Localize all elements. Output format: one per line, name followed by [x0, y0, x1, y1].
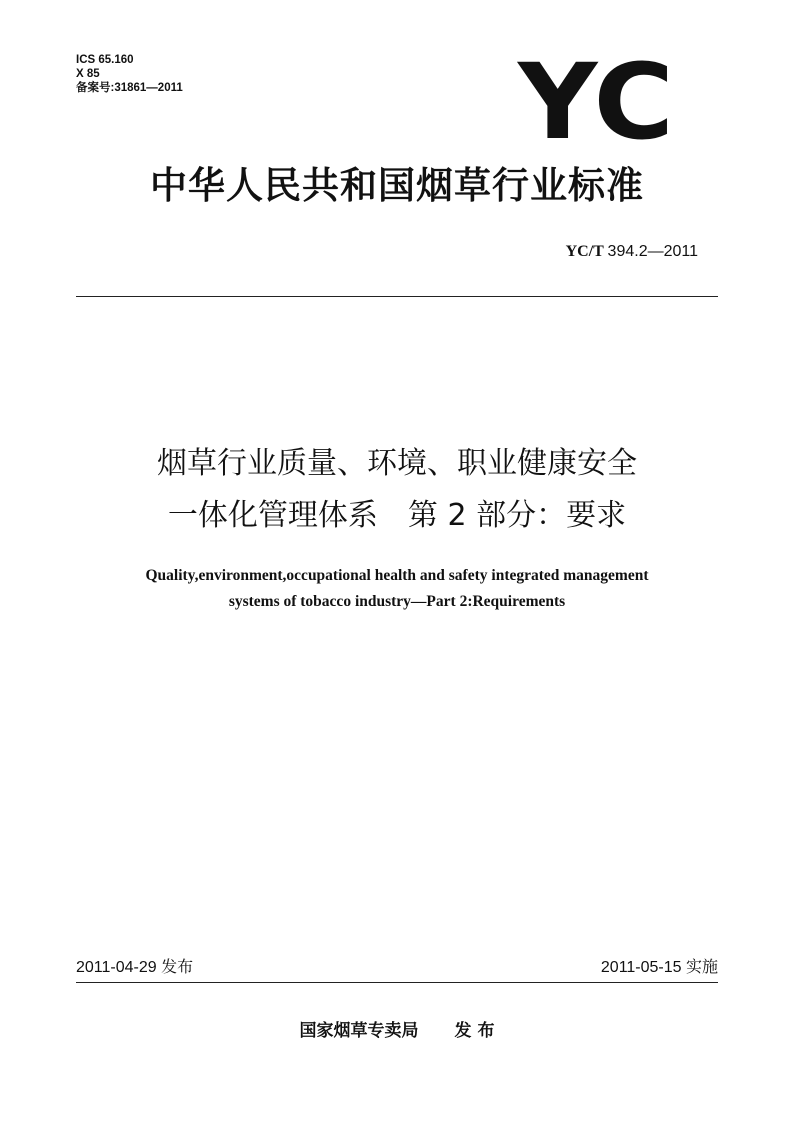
- issue-date: 2011-04-29 发布: [76, 959, 194, 976]
- english-title-line-2: systems of tobacco industry—Part 2:Requirements: [228, 593, 566, 610]
- standard-code-number: 394.2—2011: [607, 243, 698, 260]
- organization-title: 中华人民共和国烟草行业标准: [150, 164, 644, 207]
- standard-code-prefix: YC/T: [565, 243, 604, 260]
- issuer-name: 国家烟草专卖局: [299, 1021, 419, 1041]
- record-number: 备案号:31861—2011: [76, 82, 183, 94]
- ics-code: ICS 65.160: [76, 54, 134, 66]
- yc-logo: [516, 58, 676, 142]
- chinese-title-line-2: 一体化管理体系 第 2 部分：要求: [167, 498, 627, 533]
- top-divider: [76, 296, 718, 297]
- yc-logo-text: YC: [516, 58, 674, 142]
- issuer-line: [0, 1020, 794, 1042]
- english-title-line-1: Quality,environment,occupational health and safety integrated management: [145, 567, 649, 584]
- issuer-action: 发 布: [454, 1021, 495, 1041]
- implementation-date: 2011-05-15 实施: [600, 959, 718, 976]
- bottom-divider: [76, 982, 718, 983]
- classification-code: X 85: [76, 68, 100, 80]
- standard-code: [566, 242, 698, 262]
- chinese-title-line-1: 烟草行业质量、环境、职业健康安全: [157, 446, 637, 481]
